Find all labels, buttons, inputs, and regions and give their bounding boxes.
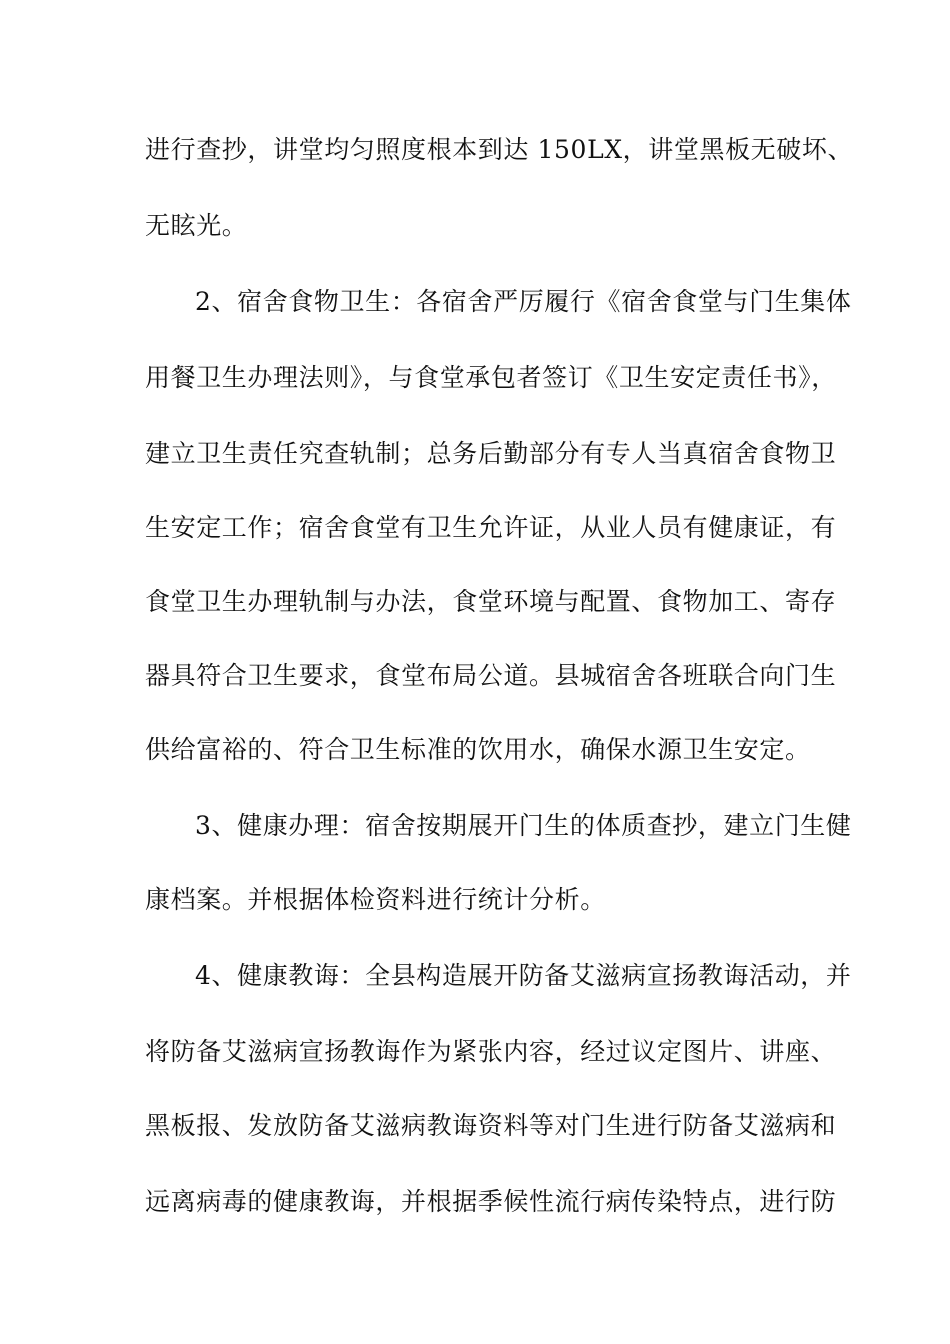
text-line: 将防备艾滋病宣扬教诲作为紧张内容，经过议定图片、讲座、: [145, 1037, 837, 1066]
text-line: 进行查抄，讲堂均匀照度根本到达 150LX，讲堂黑板无破坏、: [145, 135, 854, 164]
text-line: 无眩光。: [145, 211, 248, 240]
paragraph-2-start: 2、宿舍食物卫生：各宿舍严厉履行《宿舍食堂与门生集体: [195, 287, 852, 316]
text-line: 康档案。并根据体检资料进行统计分析。: [145, 885, 606, 914]
text-line: 建立卫生责任究查轨制；总务后勤部分有专人当真宿舍食物卫: [145, 439, 837, 468]
paragraph-4-start: 4、健康教诲：全县构造展开防备艾滋病宣扬教诲活动，并: [195, 961, 852, 990]
text-line: 器具符合卫生要求，食堂布局公道。县城宿舍各班联合向门生: [145, 661, 837, 690]
text-line: 黑板报、发放防备艾滋病教诲资料等对门生进行防备艾滋病和: [145, 1111, 837, 1140]
text-line: 用餐卫生办理法则》，与食堂承包者签订《卫生安定责任书》，: [145, 363, 837, 392]
text-line: 食堂卫生办理轨制与办法，食堂环境与配置、食物加工、寄存: [145, 587, 837, 616]
text-line: 供给富裕的、符合卫生标准的饮用水，确保水源卫生安定。: [145, 735, 811, 764]
paragraph-3-start: 3、健康办理：宿舍按期展开门生的体质查抄，建立门生健: [195, 811, 852, 840]
text-line: 远离病毒的健康教诲，并根据季候性流行病传染特点，进行防: [145, 1187, 837, 1216]
text-line: 生安定工作；宿舍食堂有卫生允许证，从业人员有健康证，有: [145, 513, 837, 542]
